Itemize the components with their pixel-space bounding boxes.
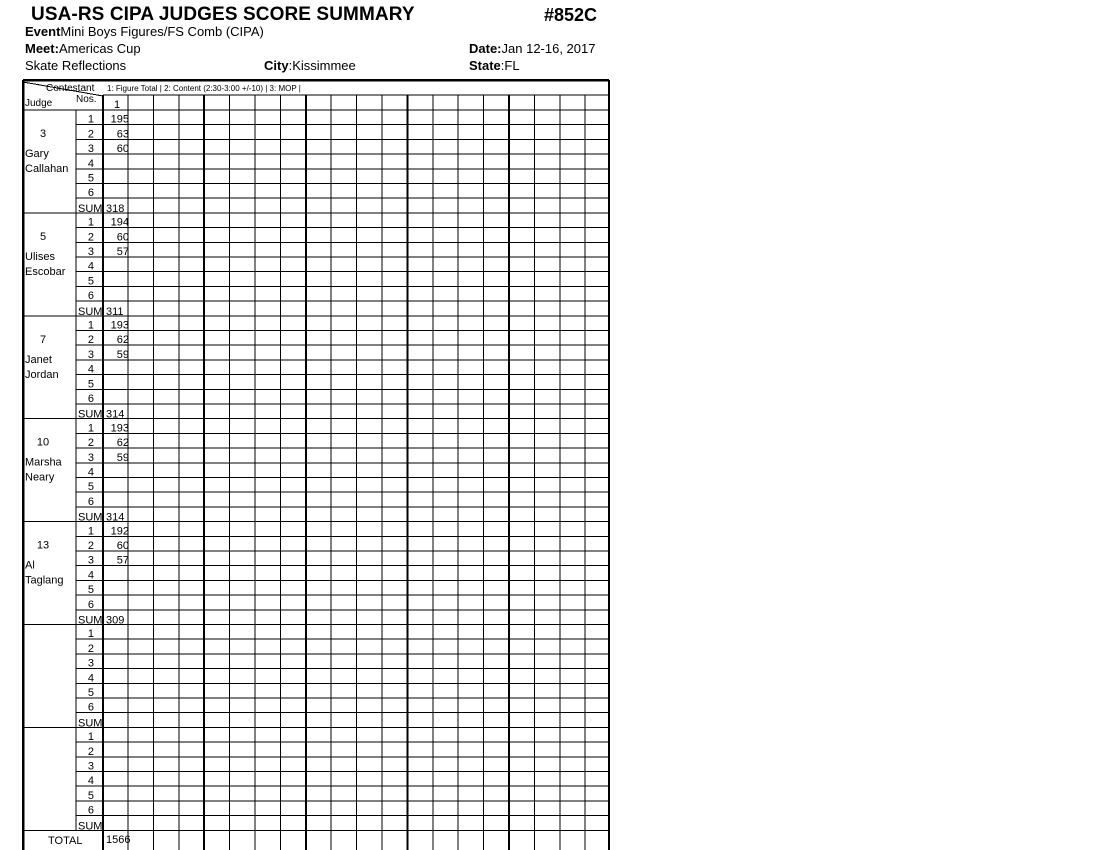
judge-first-name: Ulises: [25, 250, 55, 263]
row-number: 1: [87, 216, 94, 229]
row-number: 6: [87, 495, 94, 508]
judge-first-name: Al: [25, 559, 35, 572]
score-cell: 194: [110, 216, 129, 229]
total-label: TOTAL: [48, 835, 83, 847]
sum-value: 314: [106, 408, 125, 421]
contestant-label: Contestant: [46, 83, 95, 94]
form-code: #852C: [544, 5, 598, 25]
row-number: 2: [87, 540, 94, 552]
city-value: Kissimmee: [292, 58, 356, 73]
score-cell: 192: [110, 525, 129, 538]
sum-label: SUM: [78, 614, 103, 627]
judge-number: 10: [36, 436, 50, 449]
row-number: 1: [87, 113, 94, 126]
nos-label: Nos.: [76, 94, 97, 105]
state-label: State: [469, 58, 501, 73]
row-number: 1: [87, 731, 94, 744]
row-number: 6: [87, 187, 94, 200]
row-number: 2: [87, 334, 94, 347]
sum-value: 309: [106, 614, 125, 627]
row-number: 6: [87, 598, 94, 611]
judge-label: Judge: [25, 98, 53, 109]
row-number: 2: [87, 128, 94, 141]
date-value: Jan 12-16, 2017: [501, 41, 596, 56]
score-cell: 62: [116, 437, 129, 450]
score-cell: 62: [116, 334, 129, 347]
row-number: 4: [87, 569, 94, 582]
row-number: 6: [87, 701, 94, 714]
score-cell: 59: [116, 451, 129, 464]
row-number: 5: [87, 481, 94, 494]
score-cell: 60: [116, 540, 129, 552]
row-number: 4: [87, 672, 94, 685]
row-number: 5: [87, 275, 94, 288]
sum-label: SUM: [78, 511, 103, 524]
judge-last-name: Jordan: [25, 368, 59, 381]
row-number: 3: [87, 657, 94, 670]
score-cell: 57: [116, 246, 129, 258]
state-line: State:FL: [469, 58, 520, 73]
judge-first-name: Marsha: [25, 456, 62, 469]
row-number: 5: [87, 584, 94, 597]
row-number: 3: [87, 760, 94, 773]
row-number: 3: [87, 451, 94, 464]
judge-last-name: Escobar: [25, 265, 66, 278]
sum-label: SUM: [78, 305, 103, 318]
row-number: 2: [87, 231, 94, 244]
row-number: 5: [87, 789, 94, 802]
city-line: City:Kissimmee: [264, 58, 356, 73]
row-number: 5: [87, 172, 94, 185]
event-value: Mini Boys Figures/FS Comb (CIPA): [60, 24, 264, 39]
sum-label: SUM: [78, 820, 103, 833]
judge-first-name: Gary: [25, 148, 49, 160]
row-number: 4: [87, 363, 94, 376]
judge-number: 3: [39, 128, 47, 140]
row-number: 5: [87, 687, 94, 699]
total-value: 1566: [106, 834, 131, 846]
score-cell: 60: [116, 143, 129, 156]
sum-value: 318: [106, 202, 125, 215]
row-number: 4: [87, 775, 94, 788]
row-number: 2: [87, 437, 94, 450]
judge-number: 5: [39, 230, 47, 243]
sum-label: SUM: [78, 408, 103, 421]
judge-number: 13: [36, 539, 50, 552]
score-cell: 60: [116, 231, 129, 244]
state-value: FL: [504, 58, 520, 73]
row-number: 4: [87, 157, 94, 170]
row-number: 3: [87, 554, 94, 567]
judge-last-name: Callahan: [25, 163, 69, 175]
row-number: 6: [87, 804, 94, 817]
score-cell: 195: [110, 113, 129, 126]
meet-label: Meet:: [25, 41, 59, 56]
sum-value: 314: [106, 511, 125, 524]
sum-label: SUM: [78, 202, 103, 215]
row-number: 5: [87, 378, 94, 391]
row-number: 6: [87, 290, 94, 303]
sum-value: 311: [106, 305, 124, 318]
score-cell: 193: [110, 422, 129, 435]
judge-first-name: Janet: [25, 353, 52, 366]
club-name: Skate Reflections: [25, 58, 127, 73]
row-number: 6: [87, 393, 94, 405]
city-label: City: [264, 58, 289, 73]
row-number: 3: [87, 143, 94, 156]
score-cell: 57: [116, 554, 129, 567]
row-number: 1: [87, 525, 94, 538]
score-cell: 63: [116, 128, 129, 141]
judge-last-name: Taglang: [25, 574, 64, 587]
judge-last-name: Neary: [25, 471, 55, 484]
row-number: 4: [87, 466, 94, 479]
meet-value: Americas Cup: [58, 41, 141, 56]
judge-number: 7: [39, 333, 47, 346]
row-number: 1: [87, 628, 94, 641]
row-number: 3: [87, 348, 94, 361]
row-number: 2: [87, 642, 94, 655]
row-number: 1: [87, 319, 94, 332]
date-label: Date:: [469, 41, 502, 56]
score-cell: 59: [116, 348, 129, 361]
sum-label: SUM: [78, 717, 103, 730]
row-number: 1: [87, 422, 94, 435]
row-number: 2: [87, 745, 94, 758]
page-title: USA-RS CIPA JUDGES SCORE SUMMARY: [31, 4, 415, 25]
criteria-legend: 1: Figure Total | 2: Content (2:30-3:00 +/-10) | 3: MOP |: [107, 84, 301, 93]
row-number: 3: [87, 246, 94, 258]
score-cell: 193: [110, 319, 129, 332]
row-number: 4: [87, 260, 94, 273]
contestant-number: 1: [113, 99, 121, 111]
event-label: Event: [25, 24, 61, 39]
